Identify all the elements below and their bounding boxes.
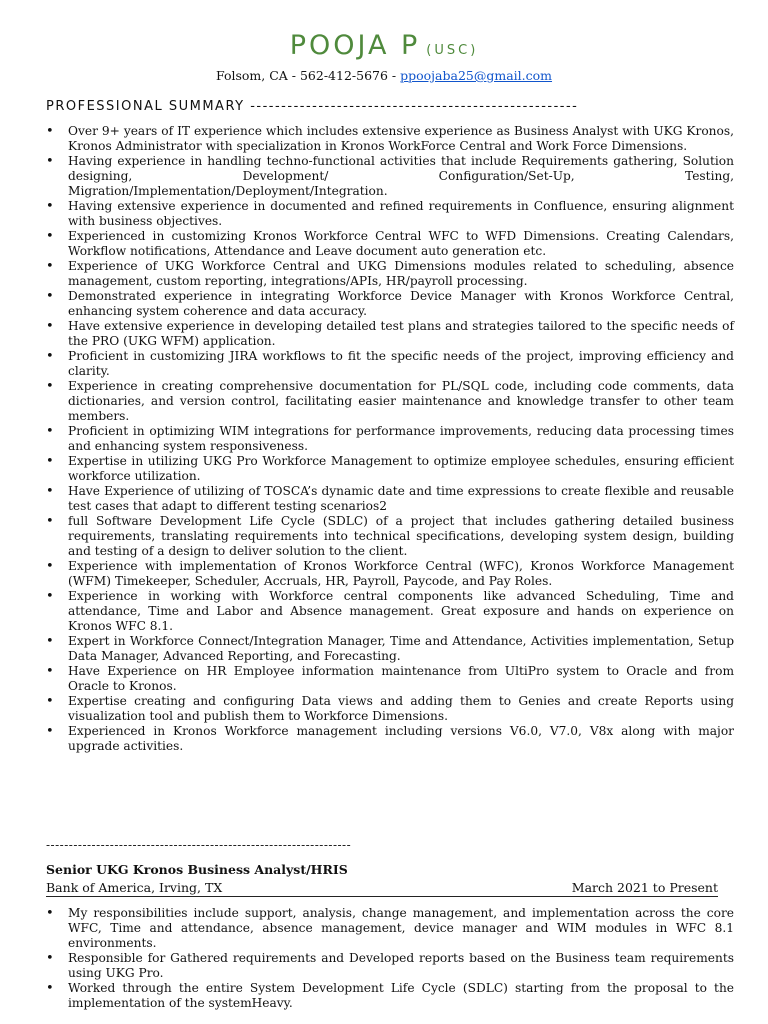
company-location: Bank of America, Irving, TX [46, 880, 223, 895]
list-item: • Demonstrated experience in integrating Workforce Device Manager with Kronos Workforce Central, enhancing system coherence and data accuracy. [46, 289, 734, 319]
email-link[interactable]: ppoojaba25@gmail.com [400, 68, 553, 83]
name-text: POOJA P [289, 30, 421, 61]
citizenship-suffix: (USC) [426, 43, 479, 58]
list-item: • Experience of UKG Workforce Central and UKG Dimensions modules related to scheduling, absence management, custom reporting, integrations/APIs, HR/payroll processing. [46, 259, 734, 289]
list-item: • Expertise creating and configuring Data views and adding them to Genies and create Reports using visualization tool and publish them to Workforce Dimensions. [46, 694, 734, 724]
list-item: • Experience in creating comprehensive documentation for PL/SQL code, including code comments, data dictionaries, and version control, facilitating easier maintenance and knowledge transfer to other team members. [46, 379, 734, 424]
list-item: • Having extensive experience in documented and refined requirements in Confluence, ensuring alignment with business objectives. [46, 199, 734, 229]
list-item: • Proficient in customizing JIRA workflows to fit the specific needs of the project, improving efficiency and clarity. [46, 349, 734, 379]
job-company-line [46, 880, 718, 897]
list-item: • Having experience in handling techno-functional activities that include Requirements gathering, Solution designing, Development/ Configuration/Set-Up, Testing, Migration/Implementation/Deployment/Integration. [46, 154, 734, 199]
list-item: • Over 9+ years of IT experience which includes extensive experience as Business Analyst with UKG Kronos, Kronos Administrator with specialization in Kronos WorkForce Central and Work Force Dimensions. [46, 124, 734, 154]
summary-list [46, 124, 734, 754]
section-heading-summary: PROFESSIONAL SUMMARY ----------------------------------------------------- [46, 99, 579, 114]
job-dates: March 2021 to Present [571, 880, 718, 895]
section-divider: ------------------------------------------------------------------- [46, 838, 352, 852]
job-duties-list [46, 906, 734, 1011]
list-item: • Responsible for Gathered requirements and Developed reports based on the Business team requirements using UKG Pro. [46, 951, 734, 981]
list-item: • full Software Development Life Cycle (SDLC) of a project that includes gathering detailed business requirements, translating requirements into technical specifications, developing system design, building and testing of a design to deliver solution to the client. [46, 514, 734, 559]
list-item: • Experienced in customizing Kronos Workforce Central WFC to WFD Dimensions. Creating Calendars, Workflow notifications, Attendance and Leave document auto generation etc. [46, 229, 734, 259]
job-title: Senior UKG Kronos Business Analyst/HRIS [46, 862, 348, 877]
list-item: • Have Experience on HR Employee information maintenance from UltiPro system to Oracle and from Oracle to Kronos. [46, 664, 734, 694]
list-item: • Expert in Workforce Connect/Integration Manager, Time and Attendance, Activities implementation, Setup Data Manager, Advanced Reporting, and Forecasting. [46, 634, 734, 664]
list-item: • Have extensive experience in developing detailed test plans and strategies tailored to the specific needs of the PRO (UKG WFM) application. [46, 319, 734, 349]
list-item: • Proficient in optimizing WIM integrations for performance improvements, reducing data processing times and enhancing system responsiveness. [46, 424, 734, 454]
list-item: • Experienced in Kronos Workforce management including versions V6.0, V7.0, V8x along with major upgrade activities. [46, 724, 734, 754]
list-item: • Experience with implementation of Kronos Workforce Central (WFC), Kronos Workforce Management (WFM) Timekeeper, Scheduler, Accruals, HR, Payroll, Paycode, and Pay Roles. [46, 559, 734, 589]
list-item: • Worked through the entire System Development Life Cycle (SDLC) starting from the proposal to the implementation of the systemHeavy. [46, 981, 734, 1011]
list-item: • Have Experience of utilizing of TOSCA’s dynamic date and time expressions to create flexible and reusable test cases that adapt to different testing scenarios2 [46, 484, 734, 514]
contact-line [0, 68, 768, 83]
list-item: • My responsibilities include support, analysis, change management, and implementation across the core WFC, Time and attendance, absence management, device manager and WIM modules in WFC 8.1 environments. [46, 906, 734, 951]
contact-text: Folsom, CA - 562-412-5676 - [215, 68, 401, 83]
list-item: • Expertise in utilizing UKG Pro Workforce Management to optimize employee schedules, ensuring efficient workforce utilization. [46, 454, 734, 484]
candidate-name [0, 30, 768, 61]
list-item: • Experience in working with Workforce central components like advanced Scheduling, Time and attendance, Time and Labor and Absence management. Great exposure and hands on experience on Kronos WFC 8.1. [46, 589, 734, 634]
